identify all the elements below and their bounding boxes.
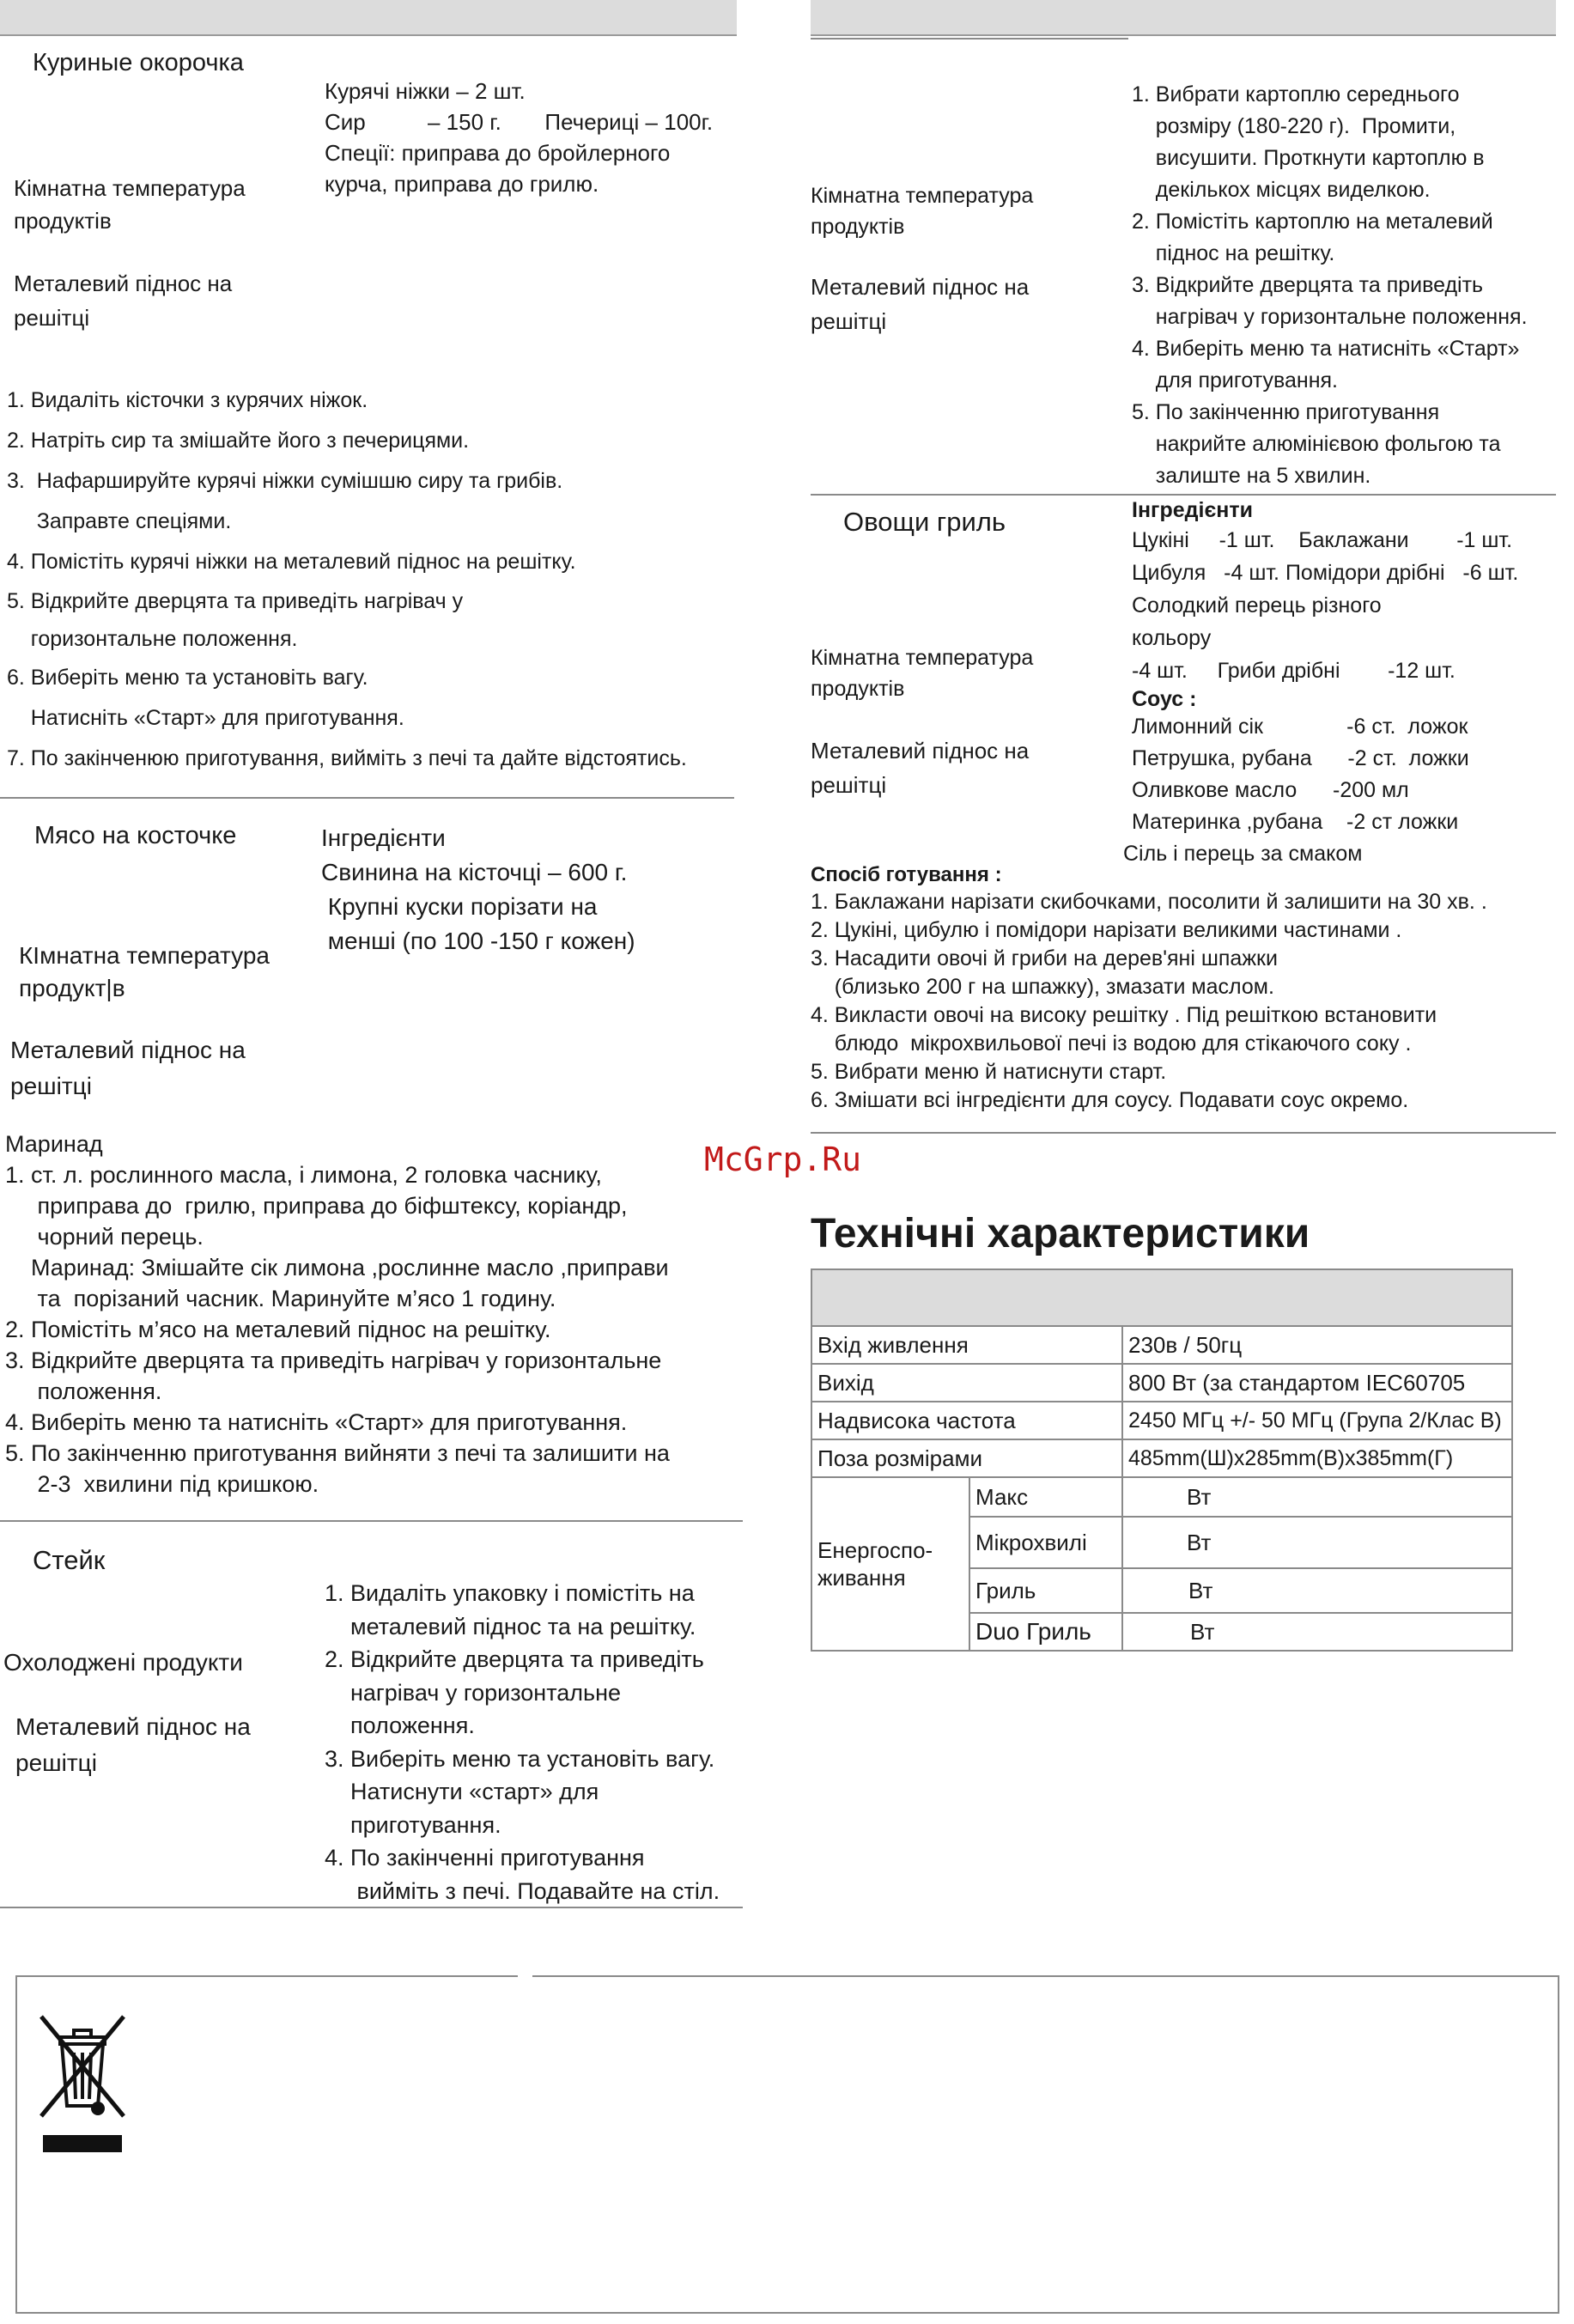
energy-unit: Вт <box>1122 1517 1512 1568</box>
energy-unit: Вт <box>1122 1568 1512 1613</box>
spec-label: Вихід <box>811 1364 1122 1402</box>
chicken-temp-label: Кімнатна температура продуктів <box>14 175 246 234</box>
energy-label: Енергоспо- живання <box>811 1477 969 1651</box>
spec-label: Вхід живлення <box>811 1326 1122 1364</box>
divider-steak-bottom <box>0 1907 743 1908</box>
weee-bin-icon <box>34 2010 131 2156</box>
steak-tray-label: Металевий піднос на решітці <box>15 1713 251 1776</box>
meat-steps: Маринад 1. ст. л. рослинного масла, і лимона, 2 головка часнику, приправа до грилю, приправа до біфштексу, коріандр, чорний перець. Маринад: Змішайте сік лимона ,рослинне масло ,приправи та порізаний часник. Маринуйте м’ясо 1 годину. 2. Помістіть м’ясо на металевий піднос на решітку. 3. Відкрийте дверцята та приведіть нагрівач у горизонтальне положення. 4. Виберіть меню та натисніть «Старт» для приготування. 5. По закінченню приготування вийняти з печі та залишити на 2-3 хвилини під кришкою. <box>5 1131 670 1497</box>
veg-title: Овощи гриль <box>843 507 1006 537</box>
meat-tray-label: Металевий піднос на решітці <box>10 1037 246 1099</box>
energy-mode: Гриль <box>969 1568 1122 1613</box>
chicken-steps: 1. Видаліть кісточки з курячих ніжок. 2. Натріть сир та змішайте його з печерицями. 3. Нафаршируйте курячі ніжки сумішшю сиру та грибів. Заправте спеціями. 4. Помістіть курячі ніжки на металевий піднос на решітку. 5. Відкрийте дверцята та приведіть нагрівач у горизонтальне положення. 6. Виберіть меню та установіть вагу. Натисніть «Старт» для приготування. 7. По закінченюю приготування, вийміть з печі та дайте відстоятись. <box>7 388 687 770</box>
specs-table-header <box>811 1269 1512 1326</box>
chicken-tray-label: Металевий піднос на решітці <box>14 271 233 331</box>
right-header-bar <box>811 0 1556 36</box>
chicken-ingredients: Курячі ніжки – 2 шт. Сир – 150 г. Печериці – 100г. Спеції: приправа до бройлерного курча, приправа до грилю. <box>325 78 714 197</box>
potato-tray-label: Металевий піднос на решітці <box>811 274 1030 334</box>
specs-title: Технічні характеристики <box>811 1211 1310 1256</box>
disposal-box <box>15 1975 1559 2314</box>
meat-title: Мясо на косточке <box>34 822 237 849</box>
steak-steps: 1. Видаліть упаковку і помістіть на металевий піднос та на решітку. 2. Відкрийте дверцята та приведіть нагрівач у горизонтальне положення. 3. Виберіть меню та установіть вагу. Натиснути «старт» для приготування. 4. По закінченні приготування вийміть з печі. Подавайте на стіл. <box>325 1580 720 1904</box>
left-header-bar <box>0 0 737 36</box>
veg-method: 1. Баклажани нарізати скибочками, посолити й залишити на 30 хв. . 2. Цукіні, цибулю і помідори нарізати великими частинами . 3. Насадити овочі й гриби на дерев'яні шпажки (близько 200 г на шпажку), змазати маслом. 4. Викласти овочі на високу решітку . Під решіткою встановити блюдо мікрохвильової печі із водою для стікаючого соку . 5. Вибрати меню й натиснути старт. 6. Змішати всі інгредієнти для соусу. Подавати соус окремо. <box>811 890 1487 1112</box>
potato-steps: 1. Вибрати картоплю середнього розміру (180-220 г). Промити, висушити. Проткнути картоплю в декількох місцях виделкою. 2. Помістіть картоплю на металевий піднос на решітку. 3. Відкрийте дверцята та приведіть нагрівач у горизонтальне положення. 4. Виберіть меню та натисніть «Старт» для приготування. 5. По закінченню приготування накрийте алюмінієвою фольгою та залиште на 5 хвилин. <box>1132 82 1528 488</box>
specs-table <box>811 1268 1513 1652</box>
spec-value: 2450 МГц +/- 50 МГц (Група 2/Клас В) <box>1122 1402 1512 1439</box>
veg-temp-label: Кімнатна температура продуктів <box>811 646 1034 701</box>
energy-unit: Вт <box>1122 1477 1512 1517</box>
spec-label: Поза розмірами <box>811 1439 1122 1477</box>
veg-sauce-heading: Соус : <box>1132 687 1197 711</box>
energy-unit: Вт <box>1122 1613 1512 1651</box>
spec-label: Надвисока частота <box>811 1402 1122 1439</box>
potato-temp-label: Кімнатна температура продуктів <box>811 184 1034 239</box>
energy-mode: Duo Гриль <box>969 1613 1122 1651</box>
divider-chicken-meat <box>0 797 734 799</box>
veg-method-heading: Спосіб готування : <box>811 863 1002 886</box>
spec-value: 230в / 50гц <box>1122 1326 1512 1364</box>
energy-mode: Макс <box>969 1477 1122 1517</box>
spec-value: 485mm(Ш)x285mm(В)x385mm(Г) <box>1122 1439 1512 1477</box>
disposal-box-top-left <box>15 1975 518 1977</box>
watermark: McGrp.Ru <box>704 1141 862 1178</box>
disposal-box-top-right <box>532 1975 1558 1977</box>
veg-sauce: Лимонний сік -6 ст. ложок Петрушка, рубана -2 ст. ложки Оливкове масло -200 мл Материнка ,рубана -2 ст ложки Сіль і перець за смаком <box>1123 715 1469 866</box>
veg-tray-label: Металевий піднос на решітці <box>811 738 1030 798</box>
energy-mode: Мікрохвилі <box>969 1517 1122 1568</box>
divider-veg-specs <box>811 1132 1556 1134</box>
veg-ingredients-heading: Інгредієнти <box>1132 498 1253 522</box>
meat-ingredients: Інгредієнти Свинина на кісточці – 600 г. Крупні куски порізати на менші (по 100 -150 г кожен) <box>321 824 635 954</box>
veg-ingredients: Цукіні -1 шт. Баклажани -1 шт. Цибуля -4 шт. Помідори дрібні -6 шт. Солодкий перець різного кольору -4 шт. Гриби дрібні -12 шт. <box>1132 528 1519 683</box>
divider-meat-steak <box>0 1520 743 1522</box>
potato-title-line <box>811 38 1128 40</box>
steak-title: Стейк <box>33 1545 106 1575</box>
steak-cooling-label: Охолоджені продукти <box>3 1649 243 1676</box>
meat-temp-label: КІмнатна температура продукт|в <box>19 942 270 1001</box>
spec-value: 800 Вт (за стандартом IEC60705 <box>1122 1364 1512 1402</box>
chicken-title: Куриные окорочка <box>33 49 244 76</box>
